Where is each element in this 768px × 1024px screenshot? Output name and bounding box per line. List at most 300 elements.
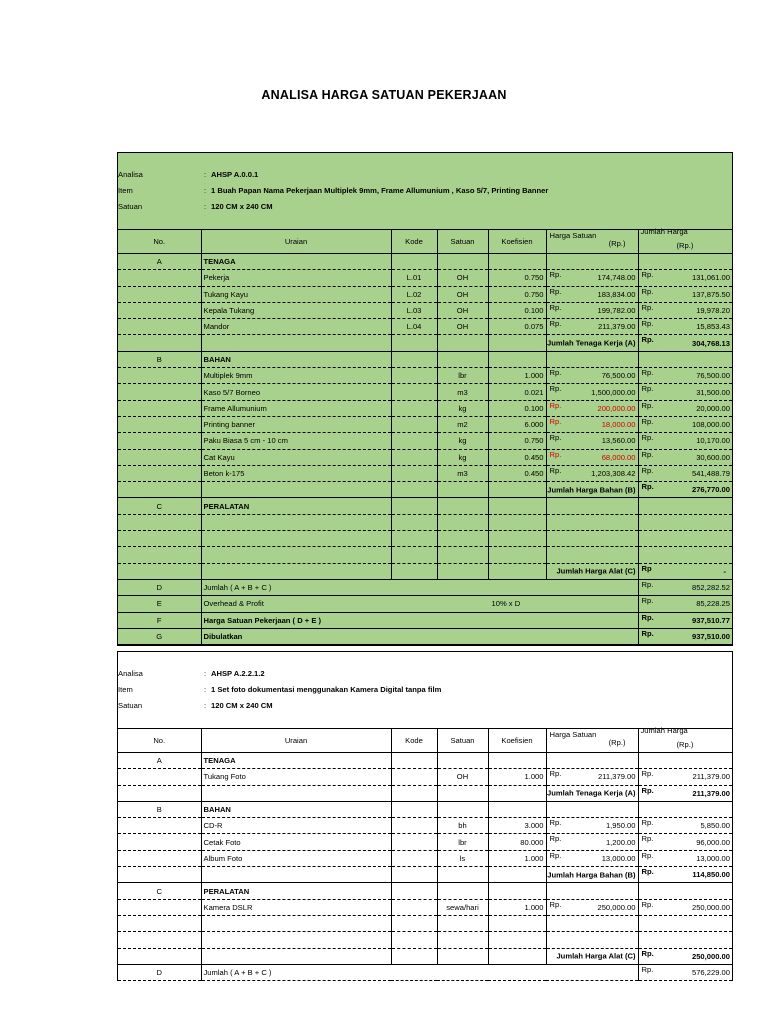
table-row	[118, 416, 732, 432]
amount-value: 13,000.00	[601, 853, 636, 863]
amount-value: 137,875.50	[691, 289, 730, 299]
header-harga-line1: Harga Satuan	[549, 231, 597, 240]
jumlah-harga-cell	[638, 319, 732, 335]
header-satuan: Satuan	[437, 729, 488, 753]
amount-value: 15,853.43	[696, 322, 730, 332]
empty-cell	[546, 514, 638, 530]
empty-cell	[201, 785, 391, 801]
koefisien-cell: 6.000	[488, 416, 546, 432]
summary-label-text: Jumlah ( A + B + C )	[203, 968, 272, 977]
summary-row	[118, 612, 732, 628]
empty-cell	[638, 351, 732, 367]
table-row	[118, 270, 732, 286]
harga-satuan-cell	[546, 416, 638, 432]
empty-cell	[437, 867, 488, 883]
empty-cell	[437, 915, 488, 931]
empty-cell	[391, 883, 437, 899]
empty-cell	[488, 753, 546, 769]
empty-cell	[437, 948, 488, 964]
summary-label	[201, 579, 638, 595]
summary-value	[638, 596, 732, 612]
subtotal-value	[638, 867, 732, 883]
table-row	[118, 302, 732, 318]
empty-cell	[201, 547, 391, 563]
koefisien-cell: 0.075	[488, 319, 546, 335]
satuan-cell: bh	[437, 818, 488, 834]
harga-satuan-cell	[546, 834, 638, 850]
koefisien-cell: 1.000	[488, 769, 546, 785]
subtotal-label	[546, 335, 638, 351]
section-row	[118, 254, 732, 270]
empty-cell	[118, 514, 201, 530]
amount-value: 541,488.79	[691, 469, 730, 478]
amount-value: 852,282.52	[691, 583, 730, 593]
currency-label: Rp.	[641, 850, 654, 860]
empty-cell	[118, 302, 201, 318]
summary-no: E	[118, 596, 201, 612]
currency-label: Rp.	[641, 433, 654, 443]
harga-satuan-cell	[546, 319, 638, 335]
subtotal-value	[638, 948, 732, 964]
harga-satuan-cell	[546, 433, 638, 449]
empty-cell	[488, 514, 546, 530]
satuan-cell: OH	[437, 319, 488, 335]
summary-label	[201, 612, 638, 628]
summary-row	[118, 579, 732, 595]
uraian-cell: Tukang Kayu	[201, 286, 391, 302]
currency-label: Rp.	[641, 628, 654, 638]
section-row	[118, 351, 732, 367]
summary-no: G	[118, 628, 201, 644]
satuan-cell: OH	[437, 769, 488, 785]
empty-cell	[437, 785, 488, 801]
table-row	[118, 818, 732, 834]
harga-satuan-cell	[546, 850, 638, 866]
summary-no: D	[118, 579, 201, 595]
satuan-row	[118, 700, 732, 712]
subtotal-label-text: Jumlah Tenaga Kerja (A)	[547, 788, 636, 798]
uraian-cell: Cetak Foto	[201, 834, 391, 850]
empty-cell	[391, 948, 437, 964]
empty-cell	[118, 818, 201, 834]
table-row	[118, 286, 732, 302]
amount-value: 211,379.00	[598, 772, 636, 782]
empty-cell	[488, 801, 546, 817]
table-row	[118, 400, 732, 416]
section-no: B	[118, 351, 201, 367]
harga-satuan-cell	[546, 384, 638, 400]
empty-cell	[488, 498, 546, 514]
empty-cell	[391, 531, 437, 547]
currency-label: Rp.	[641, 465, 654, 475]
item-value: 1 Buah Papan Nama Pekerjaan Multiplek 9mm, Frame Allumunium , Kaso 5/7, Printing Banner	[211, 186, 549, 195]
empty-cell	[437, 753, 488, 769]
amount-value: 576,229.00	[691, 968, 730, 977]
analisa-label: Analisa	[118, 669, 143, 678]
empty-cell	[391, 785, 437, 801]
jumlah-harga-cell	[638, 465, 732, 481]
empty-cell	[201, 335, 391, 351]
amount-value: 18,000.00	[601, 420, 636, 430]
section-row	[118, 498, 732, 514]
jumlah-harga-cell	[638, 769, 732, 785]
subtotal-value	[638, 335, 732, 351]
currency-label: Rp.	[549, 834, 562, 844]
subtotal-row	[118, 482, 732, 498]
uraian-cell: Frame Allumunium	[201, 400, 391, 416]
analisa-value: AHSP A.0.0.1	[211, 170, 259, 179]
empty-cell	[201, 482, 391, 498]
harga-satuan-cell	[546, 769, 638, 785]
empty-cell	[391, 801, 437, 817]
amount-value: 250,000.00	[691, 951, 730, 961]
header-uraian: Uraian	[201, 729, 391, 753]
kode-cell	[391, 899, 437, 915]
amount-value: 211,379.00	[692, 772, 730, 782]
satuan-cell: kg	[437, 400, 488, 416]
empty-cell	[488, 335, 546, 351]
amount-value: 68,000.00	[601, 452, 636, 462]
koefisien-cell: 0.750	[488, 270, 546, 286]
harga-satuan-cell	[546, 302, 638, 318]
jumlah-harga-cell	[638, 416, 732, 432]
empty-cell	[437, 514, 488, 530]
uraian-cell: Kaso 5/7 Borneo	[201, 384, 391, 400]
currency-label: Rp.	[641, 867, 654, 877]
empty-cell	[437, 563, 488, 579]
empty-cell	[638, 801, 732, 817]
header-jumlah-line2: (Rp.)	[676, 241, 694, 250]
empty-cell	[546, 932, 638, 948]
blank-row	[118, 915, 732, 931]
summary-value	[638, 579, 732, 595]
empty-cell	[201, 915, 391, 931]
section-no: C	[118, 498, 201, 514]
section-no: A	[118, 753, 201, 769]
section-title: PERALATAN	[201, 883, 391, 899]
currency-label: Rp.	[641, 482, 654, 492]
empty-cell	[488, 883, 546, 899]
empty-cell	[638, 254, 732, 270]
jumlah-harga-cell	[638, 899, 732, 915]
empty-cell	[488, 867, 546, 883]
empty-cell	[488, 785, 546, 801]
currency-label: Rp.	[641, 948, 654, 958]
currency-label: Rp.	[549, 400, 562, 410]
table-row	[118, 433, 732, 449]
subtotal-row	[118, 563, 732, 579]
amount-value: 304,768.13	[691, 338, 730, 348]
header-no: No.	[118, 729, 201, 753]
summary-no: D	[118, 964, 201, 980]
subtotal-label-text: Jumlah Harga Alat (C)	[556, 951, 636, 961]
header-harga-line1: Harga Satuan	[549, 730, 597, 739]
subtotal-label	[546, 563, 638, 579]
subtotal-value	[638, 785, 732, 801]
section-title: BAHAN	[201, 801, 391, 817]
koefisien-cell: 80.000	[488, 834, 546, 850]
amount-value: 174,748.00	[597, 273, 636, 283]
jumlah-harga-cell	[638, 818, 732, 834]
empty-cell	[391, 753, 437, 769]
table-header-row	[118, 729, 732, 753]
uraian-cell: Cat Kayu	[201, 449, 391, 465]
currency-label: Rp.	[549, 818, 562, 828]
table-row	[118, 769, 732, 785]
empty-cell	[437, 547, 488, 563]
currency-label: Rp.	[549, 449, 562, 459]
header-harga-satuan	[546, 729, 638, 753]
blank-row	[118, 932, 732, 948]
empty-cell	[118, 547, 201, 563]
subtotal-label-text: Jumlah Harga Bahan (B)	[547, 870, 636, 880]
harga-satuan-cell	[546, 818, 638, 834]
currency-label: Rp.	[549, 384, 562, 394]
empty-cell	[546, 254, 638, 270]
currency-label: Rp.	[641, 302, 654, 312]
currency-label: Rp.	[549, 433, 562, 443]
analysis-table	[118, 227, 732, 645]
currency-label: Rp.	[549, 286, 562, 296]
currency-label: Rp.	[549, 302, 562, 312]
empty-cell	[391, 335, 437, 351]
empty-cell	[391, 514, 437, 530]
amount-value: -	[723, 566, 726, 576]
jumlah-harga-cell	[638, 384, 732, 400]
amount-value: 19,978.20	[696, 306, 730, 316]
summary-no: F	[118, 612, 201, 628]
kode-cell: L.01	[391, 270, 437, 286]
amount-value: 1,950.00	[605, 821, 636, 831]
amount-value: 20,000.00	[696, 403, 730, 413]
currency-label: Rp.	[641, 612, 654, 622]
currency-label: Rp.	[549, 368, 562, 378]
table-row	[118, 319, 732, 335]
empty-cell	[546, 883, 638, 899]
koefisien-cell: 0.450	[488, 465, 546, 481]
item-label: Item	[118, 186, 133, 195]
blank-row	[118, 514, 732, 530]
subtotal-row	[118, 785, 732, 801]
header-kode: Kode	[391, 729, 437, 753]
currency-label: Rp.	[641, 769, 654, 779]
amount-value: 211,379.00	[598, 322, 636, 332]
empty-cell	[488, 948, 546, 964]
subtotal-label	[546, 948, 638, 964]
amount-value: 10,170.00	[696, 436, 730, 446]
koefisien-cell: 1.000	[488, 368, 546, 384]
uraian-cell: Multiplek 9mm	[201, 368, 391, 384]
kode-cell	[391, 834, 437, 850]
kode-cell: L.02	[391, 286, 437, 302]
empty-cell	[118, 915, 201, 931]
empty-cell	[201, 563, 391, 579]
kode-cell	[391, 400, 437, 416]
table-row	[118, 368, 732, 384]
subtotal-label-text: Jumlah Harga Bahan (B)	[547, 485, 636, 495]
section-title: TENAGA	[201, 753, 391, 769]
ahsp-sheet-1	[117, 152, 733, 646]
kode-cell	[391, 769, 437, 785]
amount-value: 131,061.00	[691, 273, 730, 283]
jumlah-harga-cell	[638, 286, 732, 302]
satuan-cell: ls	[437, 850, 488, 866]
section-title: TENAGA	[201, 254, 391, 270]
header-harga-line2: (Rp.)	[608, 738, 626, 747]
analisa-value: AHSP A.2.2.1.2	[211, 669, 265, 678]
harga-satuan-cell	[546, 465, 638, 481]
empty-cell	[488, 547, 546, 563]
currency-label: Rp.	[549, 899, 562, 909]
satuan-cell: kg	[437, 449, 488, 465]
empty-cell	[437, 335, 488, 351]
satuan-cell: m3	[437, 384, 488, 400]
empty-cell	[391, 351, 437, 367]
summary-row	[118, 964, 732, 980]
jumlah-harga-cell	[638, 433, 732, 449]
satuan-cell: m3	[437, 465, 488, 481]
subtotal-label	[546, 785, 638, 801]
subtotal-value	[638, 563, 732, 579]
jumlah-harga-cell	[638, 834, 732, 850]
koefisien-cell: 0.750	[488, 286, 546, 302]
kode-cell	[391, 433, 437, 449]
koefisien-cell: 0.450	[488, 449, 546, 465]
amount-value: 114,850.00	[692, 870, 730, 880]
jumlah-harga-cell	[638, 449, 732, 465]
koefisien-cell: 0.100	[488, 302, 546, 318]
empty-cell	[118, 932, 201, 948]
amount-value: 13,000.00	[696, 853, 730, 863]
empty-cell	[488, 351, 546, 367]
amount-value: 199,782.00	[597, 306, 636, 316]
jumlah-harga-cell	[638, 270, 732, 286]
currency-label: Rp.	[641, 449, 654, 459]
amount-value: 85,228.25	[696, 599, 730, 609]
amount-value: 96,000.00	[696, 837, 730, 847]
currency-label: Rp	[641, 563, 652, 573]
header-jumlah-line1: Jumlah Harga	[640, 726, 688, 735]
jumlah-harga-cell	[638, 368, 732, 384]
empty-cell	[201, 867, 391, 883]
empty-cell	[118, 319, 201, 335]
subtotal-label	[546, 867, 638, 883]
summary-value	[638, 964, 732, 980]
header-koefisien: Koefisien	[488, 230, 546, 254]
summary-label-text: Dibulatkan	[203, 631, 243, 641]
empty-cell	[391, 563, 437, 579]
analisa-row	[118, 169, 732, 181]
empty-cell	[391, 254, 437, 270]
subtotal-label	[546, 482, 638, 498]
satuan-cell: OH	[437, 302, 488, 318]
colon: :	[204, 701, 207, 710]
satuan-cell: sewa/hari	[437, 899, 488, 915]
empty-cell	[118, 335, 201, 351]
kode-cell	[391, 368, 437, 384]
empty-cell	[488, 254, 546, 270]
satuan-cell: OH	[437, 286, 488, 302]
empty-cell	[546, 351, 638, 367]
table-row	[118, 834, 732, 850]
item-row	[118, 684, 732, 696]
empty-cell	[118, 899, 201, 915]
currency-label: Rp.	[641, 579, 654, 589]
uraian-cell: Printing banner	[201, 416, 391, 432]
satuan-row	[118, 201, 732, 213]
subtotal-row	[118, 867, 732, 883]
header-harga-line2: (Rp.)	[608, 239, 626, 248]
harga-satuan-cell	[546, 286, 638, 302]
currency-label: Rp.	[641, 319, 654, 329]
empty-cell	[201, 514, 391, 530]
item-label: Item	[118, 685, 133, 694]
currency-label: Rp.	[641, 384, 654, 394]
empty-cell	[118, 270, 201, 286]
currency-label: Rp.	[641, 270, 654, 280]
empty-cell	[391, 498, 437, 514]
section-no: B	[118, 801, 201, 817]
jumlah-harga-cell	[638, 850, 732, 866]
subtotal-row	[118, 948, 732, 964]
summary-formula: 10% x D	[491, 599, 521, 609]
empty-cell	[118, 563, 201, 579]
sheet-info	[118, 153, 732, 230]
uraian-cell: Kepala Tukang	[201, 302, 391, 318]
summary-label-text: Jumlah ( A + B + C )	[203, 583, 272, 593]
header-kode: Kode	[391, 230, 437, 254]
colon: :	[204, 669, 207, 678]
empty-cell	[118, 286, 201, 302]
empty-cell	[546, 753, 638, 769]
empty-cell	[118, 482, 201, 498]
currency-label: Rp.	[549, 769, 562, 779]
section-row	[118, 801, 732, 817]
empty-cell	[118, 867, 201, 883]
empty-cell	[437, 932, 488, 948]
empty-cell	[546, 498, 638, 514]
header-satuan: Satuan	[437, 230, 488, 254]
empty-cell	[638, 547, 732, 563]
satuan-cell: lbr	[437, 368, 488, 384]
empty-cell	[118, 948, 201, 964]
amount-value: 937,510.77	[691, 615, 730, 625]
empty-cell	[118, 850, 201, 866]
empty-cell	[638, 498, 732, 514]
amount-value: 76,500.00	[696, 371, 730, 381]
item-row	[118, 185, 732, 197]
table-row	[118, 384, 732, 400]
subtotal-value	[638, 482, 732, 498]
currency-label: Rp.	[641, 368, 654, 378]
empty-cell	[118, 368, 201, 384]
amount-value: 250,000.00	[691, 902, 730, 912]
currency-label: Rp.	[641, 834, 654, 844]
currency-label: Rp.	[641, 899, 654, 909]
empty-cell	[118, 769, 201, 785]
currency-label: Rp.	[641, 964, 654, 974]
uraian-cell: Beton k-175	[201, 465, 391, 481]
empty-cell	[391, 915, 437, 931]
empty-cell	[638, 915, 732, 931]
amount-value: 31,500.00	[696, 387, 730, 397]
satuan-label: Satuan	[118, 701, 143, 710]
header-jumlah-line1: Jumlah Harga	[640, 227, 688, 236]
currency-label: Rp.	[549, 270, 562, 280]
kode-cell: L.03	[391, 302, 437, 318]
uraian-cell: Pekerja	[201, 270, 391, 286]
subtotal-row	[118, 335, 732, 351]
